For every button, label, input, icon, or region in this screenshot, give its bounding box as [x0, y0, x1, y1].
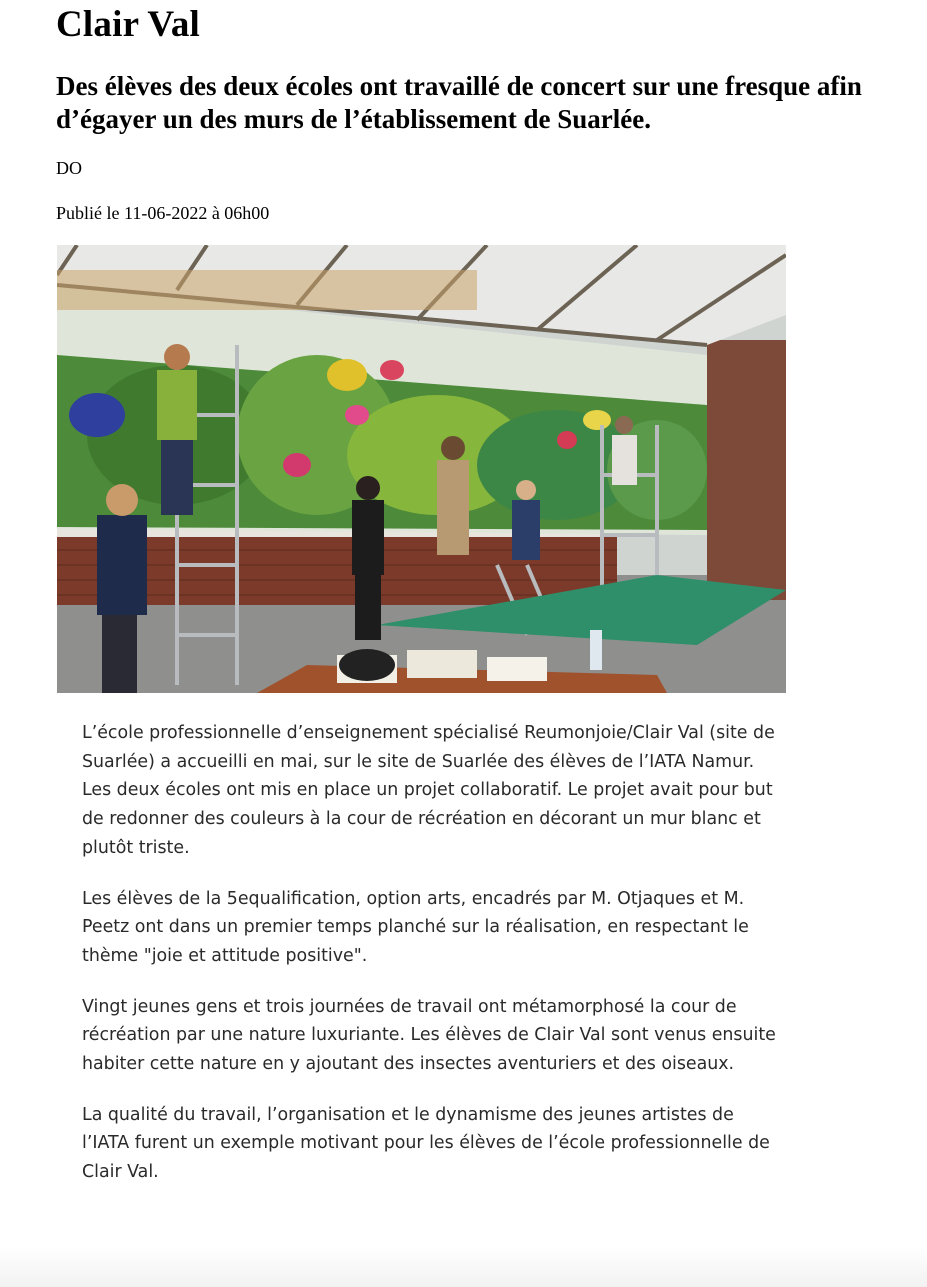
article-paragraph: Vingt jeunes gens et trois journées de travail ont métamorphosé la cour de récréation par une nature luxuriante. Les élèves de Clair Val sont venus ensuite habiter cette nature en y ajoutant des insectes aventuriers et des oiseaux.: [82, 996, 776, 1075]
publication-date: [56, 202, 269, 224]
article-paragraph: L’école professionnelle d’enseignement spécialisé Reumonjoie/Clair Val (site de Suarlée) a accueilli en mai, sur le site de Suarlée des élèves de l’IATA Namur. Les deux écoles ont mis en place un projet collaboratif. Le projet avait pour but de redonner des couleurs à la cour de récréation en décorant un mur blanc et plutôt triste.: [82, 723, 775, 858]
article-paragraph: La qualité du travail, l’organisation et le dynamisme des jeunes artistes de l’IATA furent un exemple motivant pour les élèves de l’école professionnelle de Clair Val.: [82, 1104, 770, 1183]
students-painting-mural-photo: [57, 245, 786, 693]
published-label: Publié le: [56, 203, 120, 223]
article-body: [82, 719, 782, 1209]
mural-scene-illustration: [57, 245, 786, 693]
page-title: Clair Val: [56, 4, 201, 45]
published-date: 11-06-2022 à 06h00: [124, 203, 270, 223]
page-bottom-edge: [0, 1247, 927, 1287]
article-subtitle: Des élèves des deux écoles ont travaillé de concert sur une fresque afin d’égayer un des murs de l’établissement de Suarlée.: [56, 71, 862, 134]
article-paragraph: Les élèves de la 5equalification, option arts, encadrés par M. Otjaques et M. Peetz ont dans un premier temps planché sur la réalisation, en respectant le thème "joie et attitude positive".: [82, 888, 749, 966]
author-byline: DO: [56, 158, 82, 178]
